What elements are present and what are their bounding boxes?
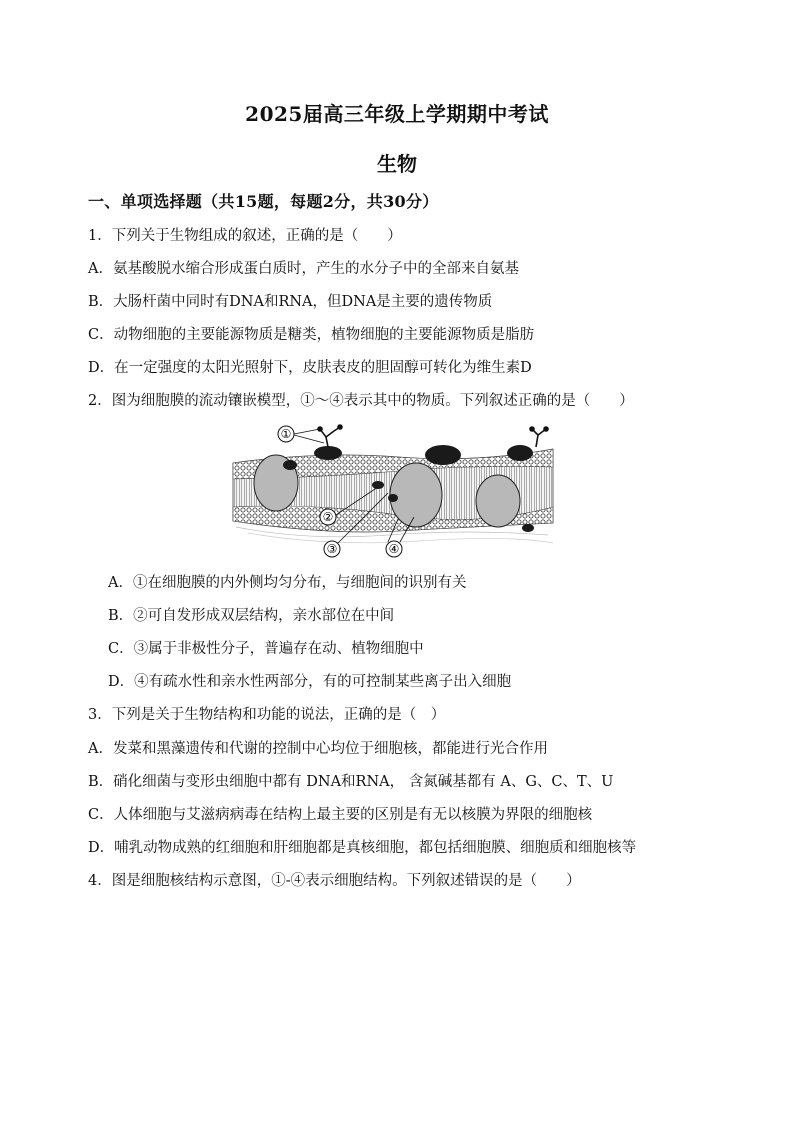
question-1-option-c: C．动物细胞的主要能源物质是糖类，植物细胞的主要能源物质是脂肪 xyxy=(88,327,535,343)
cell-membrane-figure xyxy=(228,423,558,558)
question-3-stem: 3．下列是关于生物结构和功能的说法，正确的是（ ） xyxy=(88,707,446,723)
question-2-option-a: A．①在细胞膜的内外侧均匀分布，与细胞间的识别有关 xyxy=(108,575,467,591)
fluid-mosaic-model-diagram xyxy=(228,423,558,558)
question-3-option-c: C．人体细胞与艾滋病病毒在结构上最主要的区别是有无以核膜为界限的细胞核 xyxy=(88,807,593,823)
figure-label-3: ③ xyxy=(326,542,338,556)
question-1-option-d: D．在一定强度的太阳光照射下，皮肤表皮的胆固醇可转化为维生素D xyxy=(88,360,532,376)
exam-subject: 生物 xyxy=(377,152,417,176)
question-2-stem: 2．图为细胞膜的流动镶嵌模型，①～④表示其中的物质。下列叙述正确的是（ ） xyxy=(88,393,634,409)
question-2-option-d: D．④有疏水性和亲水性两部分，有的可控制某些离子出入细胞 xyxy=(108,674,512,690)
question-2-option-c: C．③属于非极性分子，普遍存在动、植物细胞中 xyxy=(108,641,424,657)
question-3-option-d: D．哺乳动物成熟的红细胞和肝细胞都是真核细胞，都包括细胞膜、细胞质和细胞核等 xyxy=(88,840,637,856)
question-1-option-a: A．氨基酸脱水缩合形成蛋白质时，产生的水分子中的全部来自氨基 xyxy=(88,261,519,277)
question-1-option-b: B．大肠杆菌中同时有DNA和RNA，但DNA是主要的遗传物质 xyxy=(88,294,493,310)
question-4-stem: 4．图是细胞核结构示意图，①-④表示细胞结构。下列叙述错误的是（ ） xyxy=(88,873,581,889)
figure-label-1: ① xyxy=(280,427,292,441)
question-2-option-b: B．②可自发形成双层结构，亲水部位在中间 xyxy=(108,608,395,624)
exam-title: 2025届高三年级上学期期中考试 xyxy=(245,102,549,126)
figure-label-2: ② xyxy=(322,510,334,524)
figure-label-4: ④ xyxy=(388,542,400,556)
question-3-option-a: A．发菜和黑藻遗传和代谢的控制中心均位于细胞核，都能进行光合作用 xyxy=(88,741,548,757)
section-heading: 一、单项选择题（共15题，每题2分，共30分） xyxy=(88,192,439,211)
question-3-option-b: B．硝化细菌与变形虫细胞中都有 DNA和RNA， 含氮碱基都有 A、G、C、T、U xyxy=(88,774,614,790)
question-1-stem: 1．下列关于生物组成的叙述，正确的是（ ） xyxy=(88,228,402,244)
